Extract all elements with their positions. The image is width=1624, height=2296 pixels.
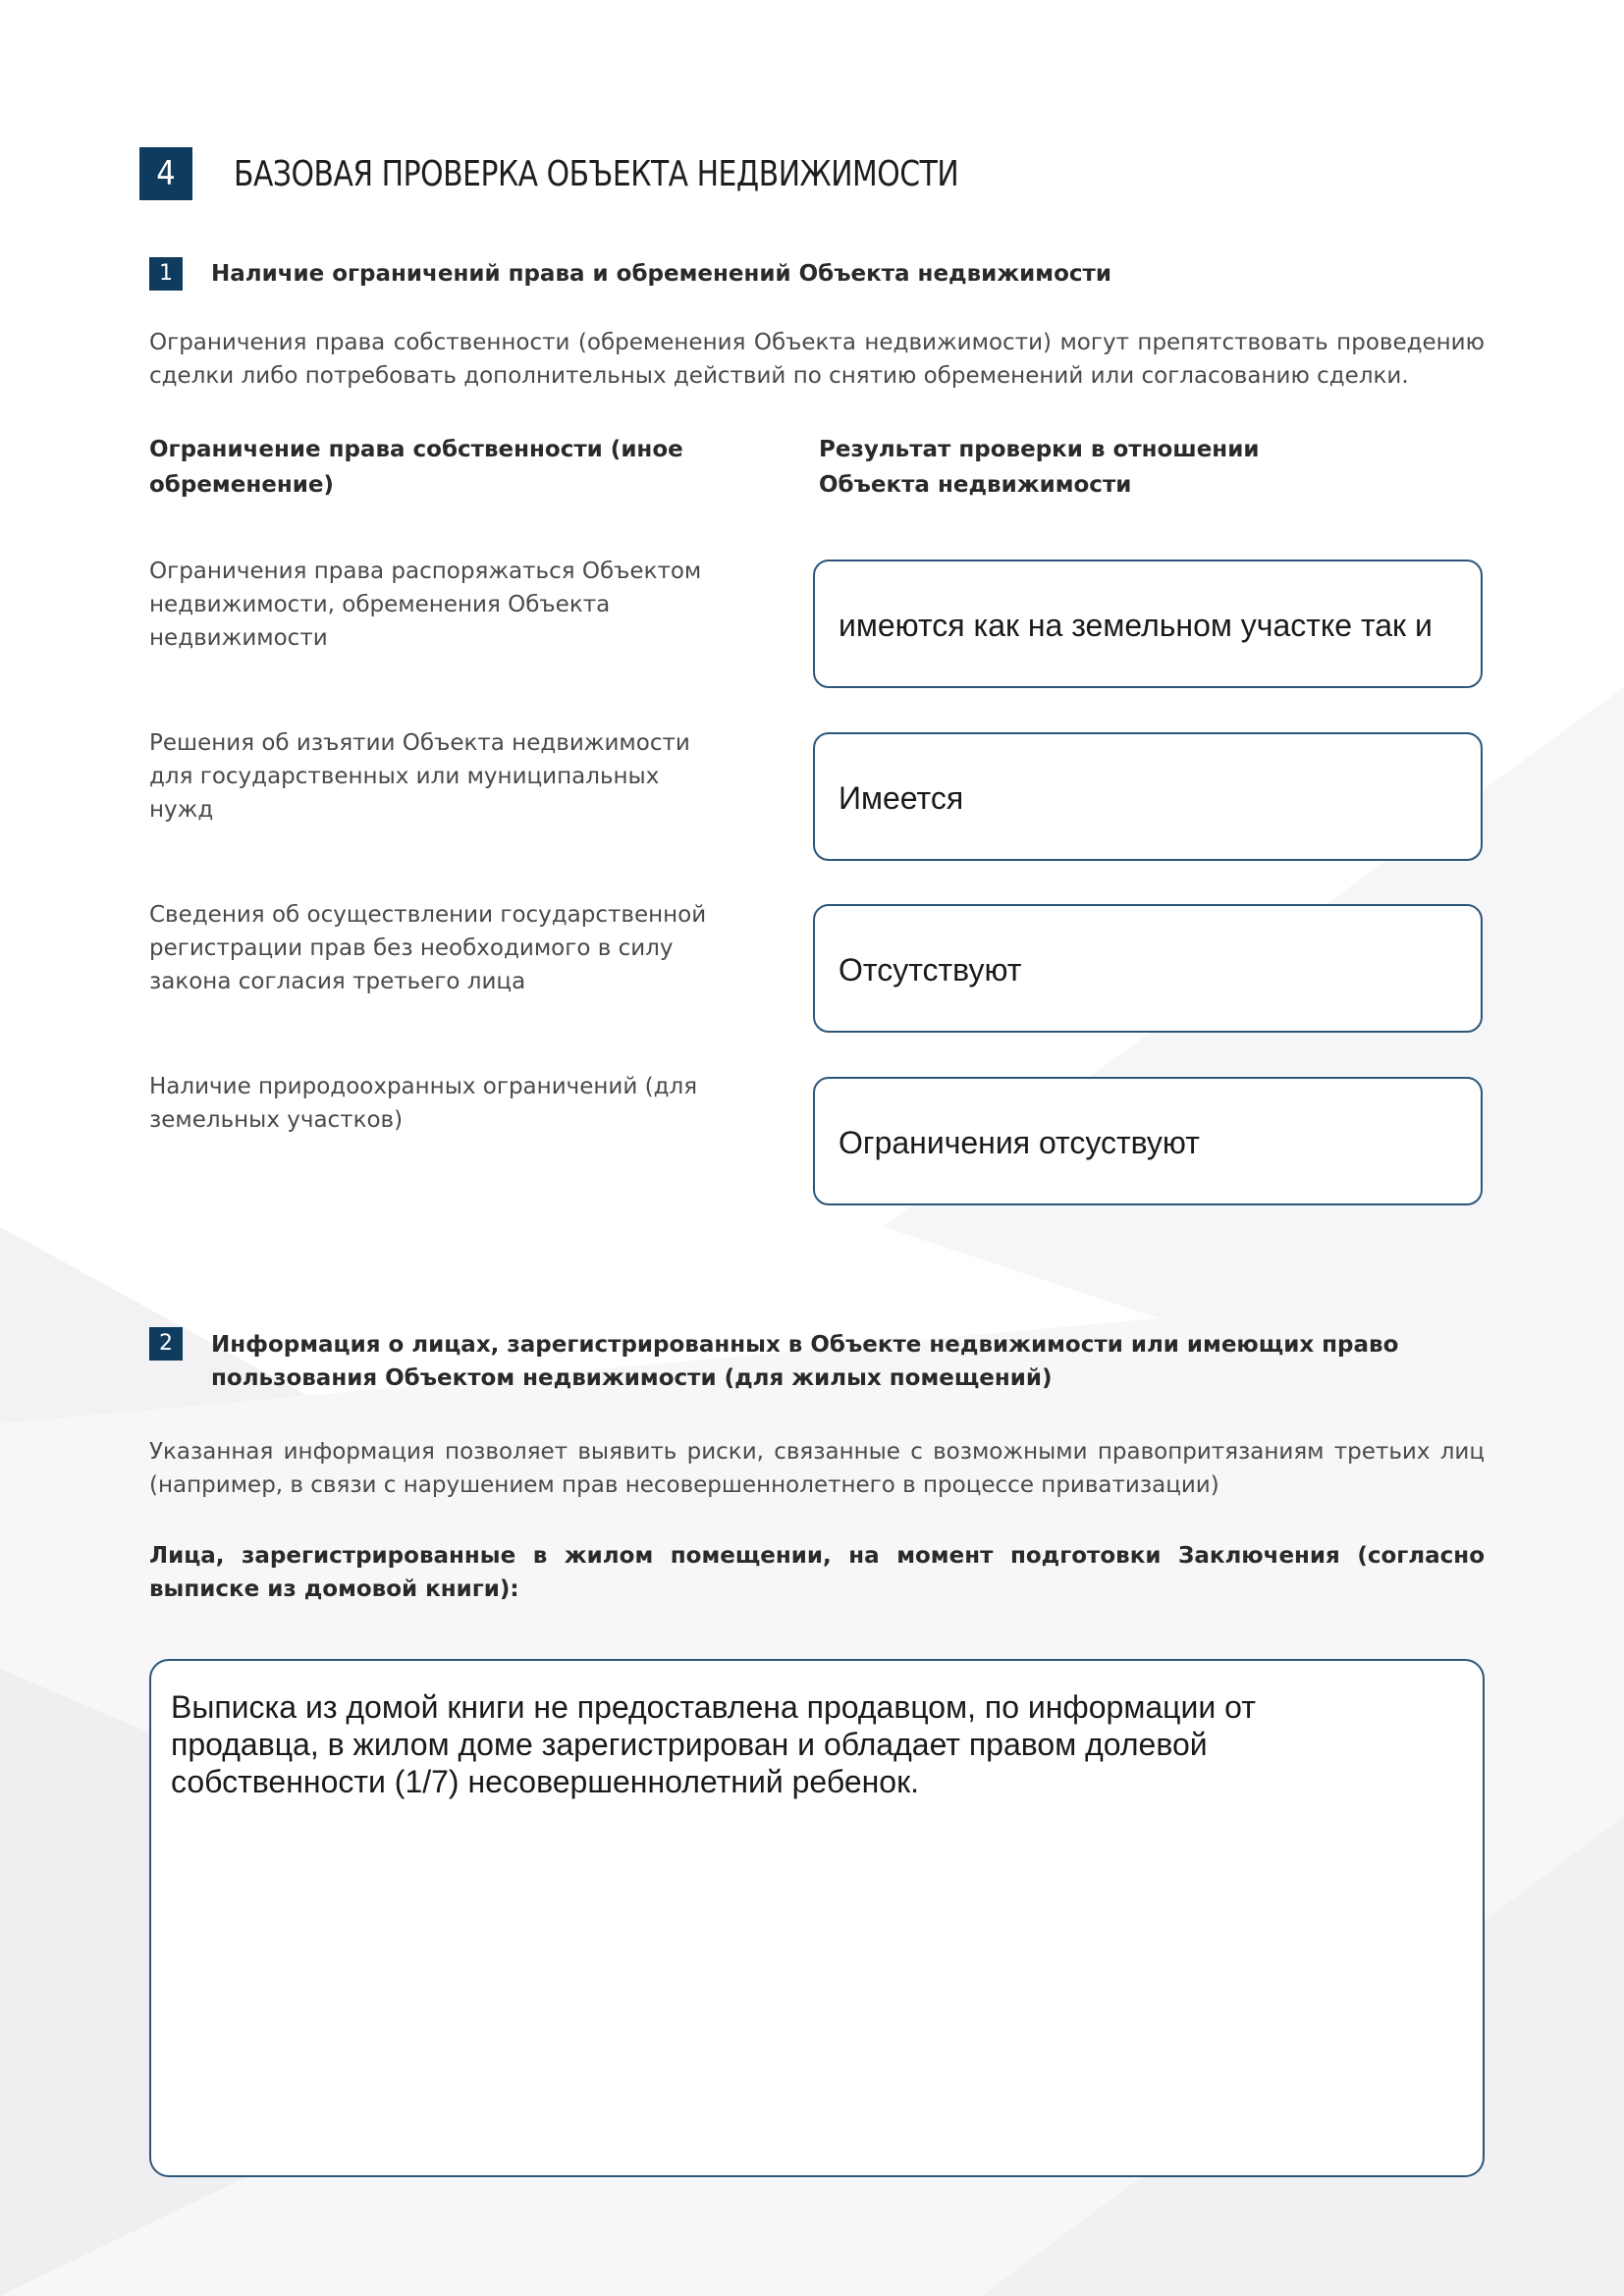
result-value: Отсутствуют <box>839 952 1022 988</box>
result-field-disposal-restrictions[interactable] <box>813 560 1483 688</box>
result-field-environmental-restrictions[interactable] <box>813 1077 1483 1205</box>
section-title: БАЗОВАЯ ПРОВЕРКА ОБЪЕКТА НЕДВИЖИМОСТИ <box>234 154 959 194</box>
registered-persons-label: Лица, зарегистрированные в жилом помещении, на момент подготовки Заключения (согласно выписке из домовой книги): <box>149 1543 1485 1602</box>
subsection-1-description: Ограничения права собственности (обременения Объекта недвижимости) могут препятствовать проведению сделки либо потребовать дополнительных действий по снятию обременений или согласованию сделки. <box>149 330 1485 389</box>
section-number-badge: 4 <box>139 147 192 200</box>
result-value: имеются как на земельном участке так и <box>839 608 1433 643</box>
result-value: Ограничения отсуствуют <box>839 1125 1200 1160</box>
subsection-2-description: Указанная информация позволяет выявить риски, связанные с возможными правопритязаниям третьих лиц (например, в связи с нарушением прав несовершеннолетнего в процессе приватизации) <box>149 1439 1485 1498</box>
result-field-seizure-decisions[interactable] <box>813 732 1483 861</box>
subsection-1-title: Наличие ограничений права и обременений Объекта недвижимости <box>211 261 1111 287</box>
row-label-seizure-decisions: Решения об изъятии Объекта недвижимости для государственных или муниципальных нужд <box>149 730 690 823</box>
registered-persons-field[interactable] <box>149 1659 1485 2177</box>
subsection-1-number-badge: 1 <box>149 257 183 291</box>
result-field-registration-without-consent[interactable] <box>813 904 1483 1033</box>
column-header-result: Результат проверки в отношении Объекта недвижимости <box>819 437 1260 498</box>
registered-persons-value: Выписка из домой книги не предоставлена продавцом, по информации от продавца, в жилом доме зарегистрирован и обладает правом долевой собственности (1/7) несовершеннолетний ребенок. <box>171 1689 1256 1799</box>
row-label-registration-without-consent: Сведения об осуществлении государственной регистрации прав без необходимого в силу закона согласия третьего лица <box>149 902 707 994</box>
column-header-restriction: Ограничение права собственности (иное обременение) <box>149 437 683 498</box>
row-label-environmental-restrictions: Наличие природоохранных ограничений (для земельных участков) <box>149 1074 698 1133</box>
row-label-disposal-restrictions: Ограничения права распоряжаться Объектом недвижимости, обременения Объекта недвижимости <box>149 559 702 651</box>
subsection-2-title: Информация о лицах, зарегистрированных в Объекте недвижимости или имеющих право пользования Объектом недвижимости (для жилых помещений) <box>211 1332 1399 1391</box>
subsection-2-number-badge: 2 <box>149 1327 183 1361</box>
result-value: Имеется <box>839 780 964 816</box>
